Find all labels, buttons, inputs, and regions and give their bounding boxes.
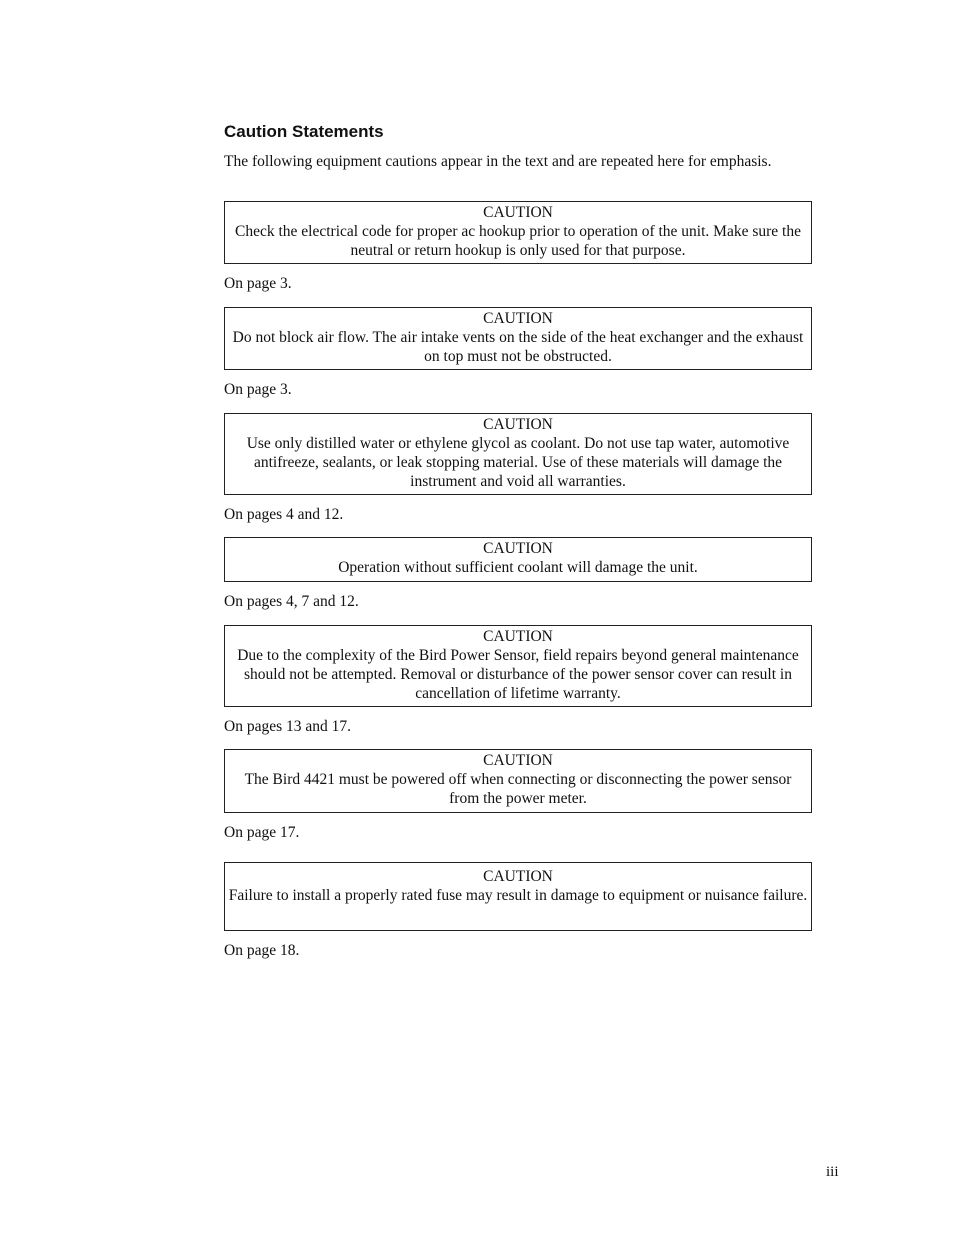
caution-text: Use only distilled water or ethylene glycol as coolant. Do not use tap water, automotive antifreeze, sealants, or leak stopping material. Use of these materials will damage the instrument and void all warranties. [246, 435, 790, 490]
caution-box [224, 201, 812, 264]
page-reference: On pages 13 and 17. [224, 718, 351, 735]
page-reference: On pages 4 and 12. [224, 506, 344, 523]
caution-title: CAUTION [483, 416, 553, 433]
caution-box [224, 749, 812, 813]
caution-text: Operation without sufficient coolant will damage the unit. [338, 559, 698, 576]
caution-text: Due to the complexity of the Bird Power Sensor, field repairs beyond general maintenance should not be attempted. Removal or disturbance of the power sensor cover can result in cancellation of lifetime warranty. [237, 647, 799, 702]
caution-box [224, 307, 812, 370]
page-reference: On page 17. [224, 824, 300, 841]
caution-box [224, 862, 812, 931]
intro-paragraph: The following equipment cautions appear in the text and are repeated here for emphasis. [224, 153, 772, 170]
page-reference: On page 3. [224, 381, 292, 398]
page-reference: On page 18. [224, 942, 300, 959]
caution-box [224, 413, 812, 495]
caution-title: CAUTION [483, 628, 553, 645]
page-reference: On pages 4, 7 and 12. [224, 593, 359, 610]
caution-text: Check the electrical code for proper ac hookup prior to operation of the unit. Make sure the neutral or return hookup is only used for that purpose. [235, 223, 801, 259]
caution-title: CAUTION [483, 310, 553, 327]
caution-text: The Bird 4421 must be powered off when connecting or disconnecting the power sensor from the power meter. [244, 771, 792, 807]
caution-text: Do not block air flow. The air intake vents on the side of the heat exchanger and the exhaust on top must not be obstructed. [232, 329, 804, 365]
caution-title: CAUTION [483, 868, 553, 885]
caution-title: CAUTION [483, 204, 553, 221]
caution-box [224, 537, 812, 582]
caution-text: Failure to install a properly rated fuse may result in damage to equipment or nuisance failure. [228, 887, 808, 904]
caution-title: CAUTION [483, 752, 553, 769]
page-reference: On page 3. [224, 275, 292, 292]
caution-title: CAUTION [483, 540, 553, 557]
page-number: iii [826, 1164, 839, 1180]
caution-box [224, 625, 812, 707]
section-title: Caution Statements [224, 122, 384, 141]
